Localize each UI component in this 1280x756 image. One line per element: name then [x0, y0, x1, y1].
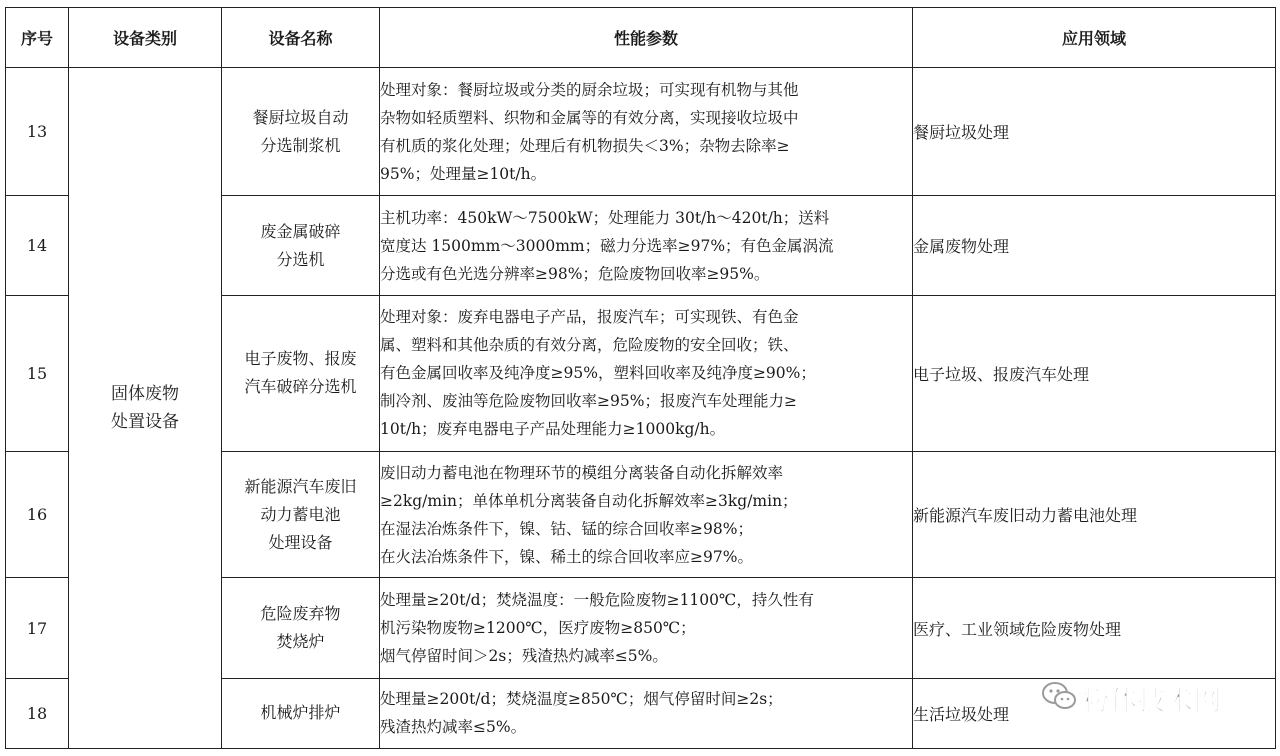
name-line: 危险废弃物: [260, 604, 341, 624]
name-line: 分选机: [276, 249, 325, 269]
row-no: 14: [6, 196, 69, 295]
header-params: 性能参数: [380, 8, 913, 68]
param-line: ≥2kg/min；单体单机分离装备自动化拆解效率≥3kg/min；: [380, 491, 798, 510]
name-line: 动力蓄电池: [260, 504, 341, 524]
name-line: 废金属破碎: [260, 221, 341, 241]
name-line: 机械炉排炉: [260, 703, 341, 723]
equipment-name: [222, 68, 380, 196]
param-line: 机污染物废物≥1200℃，医疗废物≥850℃；: [380, 619, 696, 638]
param-line: 分选或有色光选分辨率≥98%；危险废物回收率≥95%。: [380, 264, 770, 283]
name-line: 分选制浆机: [260, 135, 341, 155]
equipment-spec-table: [5, 7, 1276, 749]
name-line: 电子废物、报废: [244, 349, 357, 369]
name-line: 汽车破碎分选机: [244, 377, 357, 397]
performance-params: [380, 452, 913, 578]
application-field: 金属废物处理: [913, 196, 1276, 295]
application-field: 餐厨垃圾处理: [913, 68, 1276, 196]
param-line: 处理对象：废弃电器电子产品，报废汽车；可实现铁、有色金: [380, 308, 799, 327]
equipment-name: [222, 678, 380, 748]
name-line: 餐厨垃圾自动: [252, 107, 349, 127]
equipment-name: [222, 578, 380, 678]
param-line: 处理量≥200t/d；焚烧温度≥850℃；烟气停留时间≥2s；: [380, 690, 783, 709]
param-line: 烟气停留时间＞2s；残渣热灼减率≤5%。: [380, 647, 668, 666]
param-line: 有机质的浆化处理；处理后有机物损失＜3%；杂物去除率≥: [380, 136, 790, 155]
equipment-name: [222, 452, 380, 578]
row-no: 18: [6, 678, 69, 748]
performance-params: [380, 578, 913, 678]
category-line: 固体废物: [111, 384, 179, 404]
param-line: 有色金属回收率及纯净度≥95%，塑料回收率及纯净度≥90%；: [380, 364, 816, 383]
category-cell: [69, 68, 222, 749]
performance-params: [380, 68, 913, 196]
application-field: 新能源汽车废旧动力蓄电池处理: [913, 452, 1276, 578]
param-line: 残渣热灼减率≤5%。: [380, 718, 527, 737]
header-application: 应用领域: [913, 8, 1276, 68]
param-line: 属、塑料和其他杂质的有效分离，危险废物的安全回收；铁、: [380, 336, 799, 355]
wechat-icon: [1042, 681, 1076, 715]
equipment-name: [222, 196, 380, 295]
row-no: 16: [6, 452, 69, 578]
application-field: 生活垃圾处理: [913, 678, 1276, 748]
watermark-text: 粉体技术网: [1082, 685, 1222, 717]
row-no: 13: [6, 68, 69, 196]
param-line: 杂物如轻质塑料、织物和金属等的有效分离，实现接收垃圾中: [380, 108, 799, 127]
header-no: 序号: [6, 8, 69, 68]
category-line: 处置设备: [111, 412, 179, 432]
equipment-name: [222, 295, 380, 451]
name-line: 焚烧炉: [276, 632, 325, 652]
param-line: 95%；处理量≥10t/h。: [380, 164, 547, 183]
application-field: 电子垃圾、报废汽车处理: [913, 295, 1276, 451]
param-line: 10t/h；废弃电器电子产品处理能力≥1000kg/h。: [380, 420, 726, 439]
param-line: 处理量≥20t/d；焚烧温度：一般危险废物≥1100℃，持久性有: [380, 591, 814, 610]
param-line: 废旧动力蓄电池在物理环节的模组分离装备自动化拆解效率: [380, 463, 784, 482]
performance-params: [380, 196, 913, 295]
name-line: 处理设备: [268, 532, 333, 552]
param-line: 制冷剂、废油等危险废物回收率≥95%；报废汽车处理能力≥: [380, 392, 797, 411]
name-line: 新能源汽车废旧: [244, 476, 357, 496]
param-line: 在湿法冶炼条件下，镍、钴、锰的综合回收率≥98%；: [380, 519, 753, 538]
param-line: 处理对象：餐厨垃圾或分类的厨余垃圾；可实现有机物与其他: [380, 80, 799, 99]
header-name: 设备名称: [222, 8, 380, 68]
row-no: 17: [6, 578, 69, 678]
performance-params: [380, 678, 913, 748]
header-category: 设备类别: [69, 8, 222, 68]
performance-params: [380, 295, 913, 451]
application-field: 医疗、工业领域危险废物处理: [913, 578, 1276, 678]
param-line: 宽度达 1500mm～3000mm；磁力分选率≥97%；有色金属涡流: [380, 236, 834, 255]
table-header-row: [6, 8, 1276, 68]
param-line: 主机功率：450kW～7500kW；处理能力 30t/h～420t/h；送料: [380, 208, 830, 227]
row-no: 15: [6, 295, 69, 451]
param-line: 在火法冶炼条件下，镍、稀土的综合回收率应≥97%。: [380, 547, 753, 566]
watermark: [1042, 678, 1242, 718]
table-row: [6, 68, 1276, 196]
